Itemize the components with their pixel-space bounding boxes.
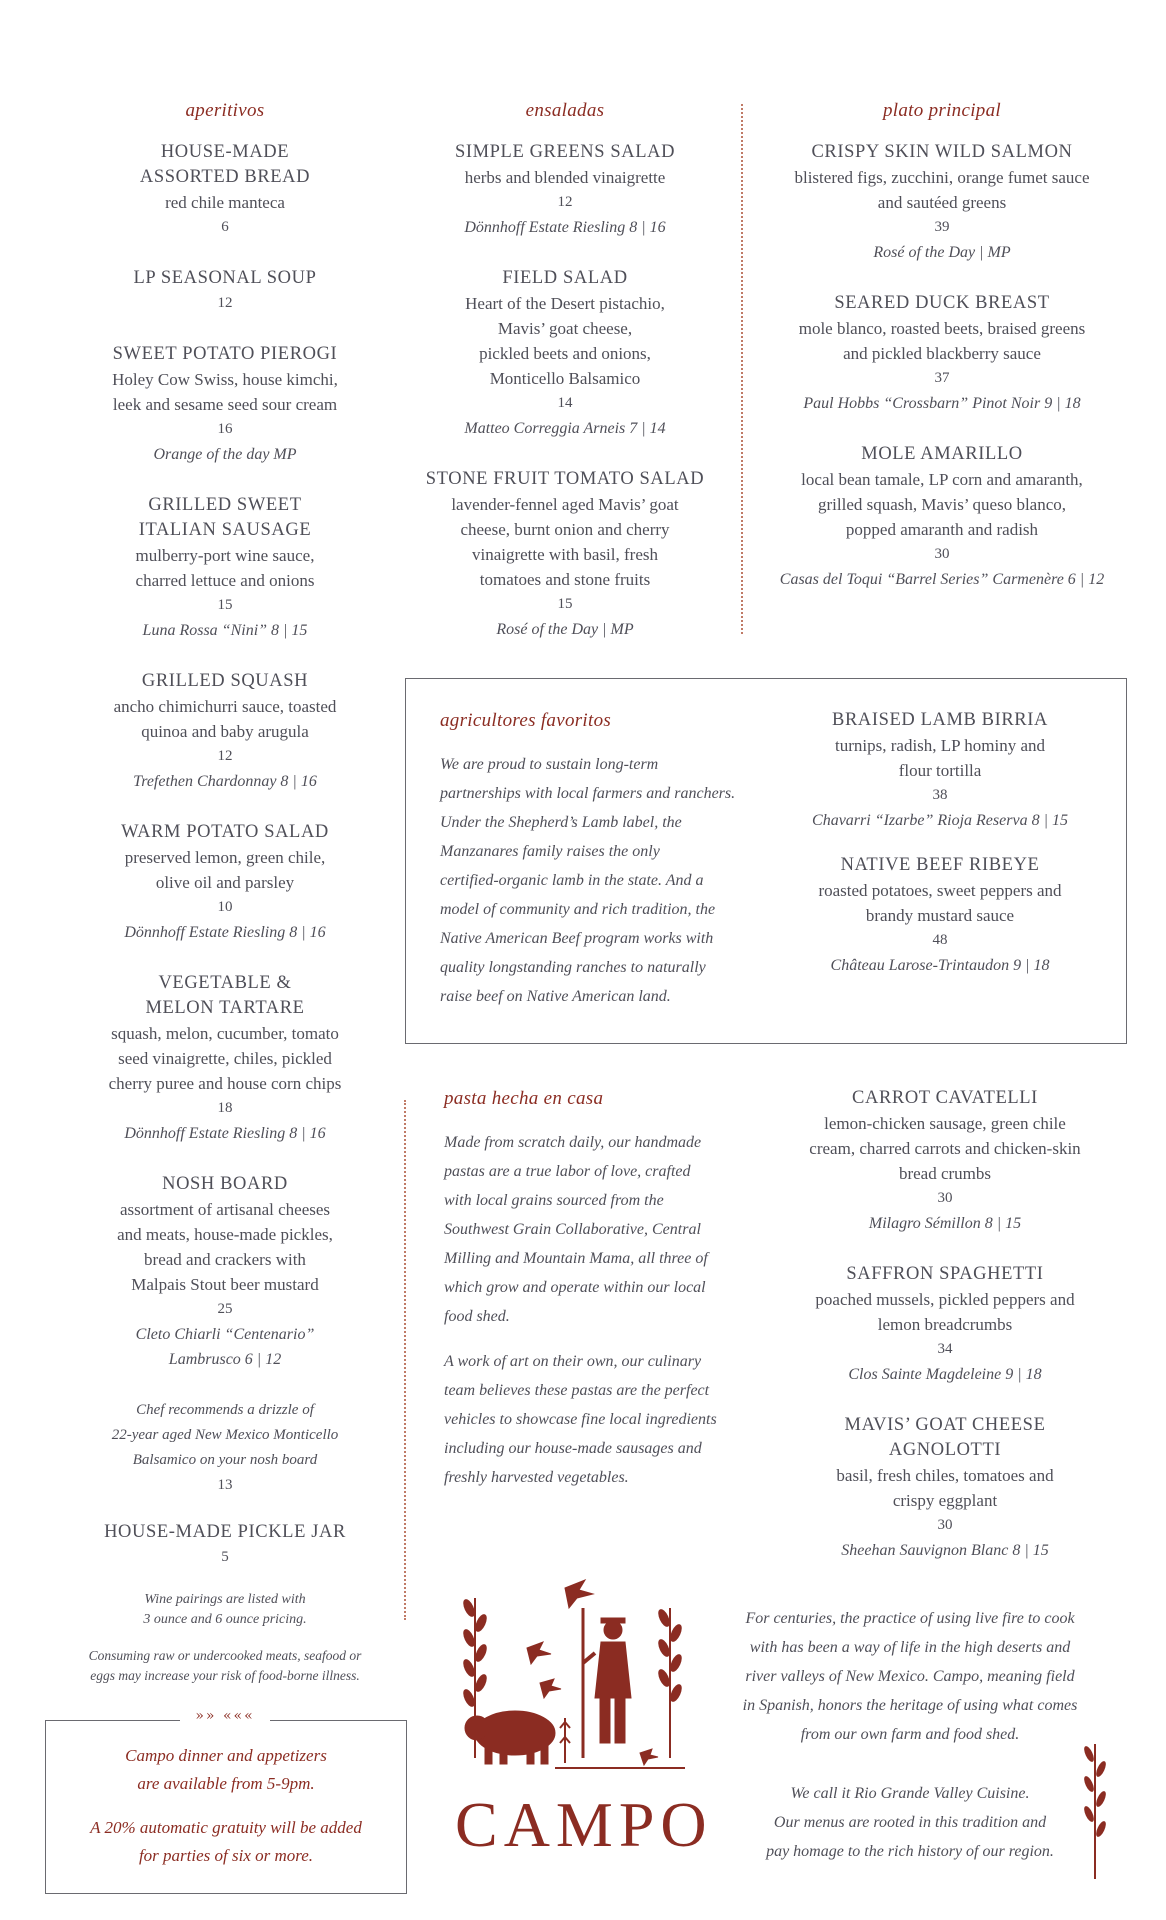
agricultores-text: We are proud to sustain long-term partnerships with local farmers and ranchers. Under the Shepherd’s Lamb label, the Manzanares family raises the only certified-organic lamb in the state. And a model of community and rich tradition, the Native American Beef program works with quality longstanding ranches to naturally raise beef on Native American land. bbox=[440, 756, 736, 1005]
wine-pairing: Rosé of the Day | MP bbox=[873, 244, 1011, 261]
dish-name: WARM POTATO SALAD bbox=[121, 822, 329, 842]
wine-note: Wine pairings are listed with 3 ounce and 6 ounce pricing. bbox=[143, 1592, 307, 1627]
dish-description: herbs and blended vinaigrette bbox=[464, 168, 666, 187]
section-title: pasta hecha en casa bbox=[444, 1088, 604, 1109]
plato-column bbox=[752, 100, 1132, 618]
dish-description: roasted potatoes, sweet peppers and brandy mustard sauce bbox=[818, 881, 1062, 925]
pickle-price: 5 bbox=[221, 1549, 229, 1565]
dish-name: GRILLED SWEET ITALIAN SAUSAGE bbox=[138, 495, 312, 540]
dish-name: NOSH BOARD bbox=[162, 1174, 288, 1194]
menu-item bbox=[60, 1172, 390, 1372]
menu-item bbox=[400, 266, 730, 441]
menu-item bbox=[752, 291, 1132, 416]
dish-description: preserved lemon, green chile, olive oil and parsley bbox=[124, 848, 326, 892]
dish-price: 39 bbox=[934, 219, 950, 235]
wine-pairing: Casas del Toqui “Barrel Series” Carmenère 6 | 12 bbox=[779, 571, 1105, 588]
pasta-intro bbox=[444, 1088, 774, 1492]
menu-item bbox=[400, 467, 730, 642]
dish-description: lemon-chicken sausage, green chile cream, charred carrots and chicken-skin bread crumbs bbox=[809, 1114, 1081, 1183]
menu-item bbox=[775, 1086, 1115, 1236]
menu-item bbox=[60, 669, 390, 794]
wine-pairing: Luna Rossa “Nini” 8 | 15 bbox=[142, 622, 308, 639]
pasta-text-1: Made from scratch daily, our handmade pastas are a true labor of love, crafted with local grains sourced from the Southwest Grain Collaborative, Central Milling and Mountain Mama, all three of which grow and operate within our local food shed. bbox=[444, 1134, 708, 1325]
dish-price: 25 bbox=[217, 1301, 233, 1317]
dish-description: assortment of artisanal cheeses and meats, house-made pickles, bread and crackers with Malpais Stout beer mustard bbox=[117, 1200, 333, 1294]
dish-price: 38 bbox=[932, 787, 948, 803]
dish-name: SEARED DUCK BREAST bbox=[834, 293, 1050, 313]
section-title: aperitivos bbox=[185, 100, 265, 121]
divider-right bbox=[741, 104, 743, 634]
pasta-list bbox=[775, 1086, 1115, 1563]
dish-name: STONE FRUIT TOMATO SALAD bbox=[425, 469, 705, 489]
dish-description: ancho chimichurri sauce, toasted quinoa and baby arugula bbox=[113, 697, 337, 741]
gratuity-line: A 20% automatic gratuity will be added for parties of six or more. bbox=[90, 1818, 362, 1865]
dish-price: 15 bbox=[217, 597, 233, 613]
campo-logo-text: CAMPO bbox=[455, 1789, 713, 1860]
menu-item bbox=[780, 708, 1100, 833]
wheat-sprig-icon bbox=[1075, 1734, 1115, 1884]
wine-pairing: Paul Hobbs “Crossbarn” Pinot Noir 9 | 18 bbox=[803, 395, 1081, 412]
menu-item bbox=[60, 266, 390, 316]
story-paragraph-2: We call it Rio Grande Valley Cuisine. Our menus are rooted in this tradition and pay homage to the rich history of our region. bbox=[766, 1785, 1054, 1860]
dish-price: 12 bbox=[217, 295, 233, 311]
wine-pairing: Milagro Sémillon 8 | 15 bbox=[868, 1215, 1022, 1232]
dish-description: poached mussels, pickled peppers and lemon breadcrumbs bbox=[815, 1290, 1075, 1334]
wine-pairing: Dönnhoff Estate Riesling 8 | 16 bbox=[124, 1125, 326, 1142]
ornament: »» ««« bbox=[180, 1708, 270, 1732]
dish-name: HOUSE-MADE ASSORTED BREAD bbox=[139, 142, 311, 187]
dish-name: GRILLED SQUASH bbox=[141, 671, 309, 691]
dish-name: MOLE AMARILLO bbox=[861, 444, 1023, 464]
plato-list bbox=[752, 140, 1132, 592]
wine-pairing: Trefethen Chardonnay 8 | 16 bbox=[133, 773, 317, 790]
divider-left bbox=[404, 1100, 406, 1620]
menu-item bbox=[60, 971, 390, 1146]
dish-price: 48 bbox=[932, 932, 948, 948]
pickle-name: HOUSE-MADE PICKLE JAR bbox=[104, 1522, 346, 1542]
dish-price: 12 bbox=[557, 194, 573, 210]
story-paragraph-1: For centuries, the practice of using live fire to cook with has been a way of life in the high deserts and river valleys of New Mexico. Campo, meaning field in Spanish, honors the heritage of using what comes from our own farm and food shed. bbox=[742, 1610, 1078, 1743]
dish-price: 30 bbox=[934, 546, 950, 562]
pasta-text-2: A work of art on their own, our culinary team believes these pastas are the perfect vehicles to showcase fine local ingredients including our house-made sausages and freshly harvested vegetables. bbox=[444, 1353, 717, 1486]
menu-item bbox=[752, 140, 1132, 265]
menu-item bbox=[60, 140, 390, 240]
dish-description: local bean tamale, LP corn and amaranth, grilled squash, Mavis’ queso blanco, popped amaranth and radish bbox=[801, 470, 1083, 539]
section-title: agricultores favoritos bbox=[440, 710, 612, 731]
chef-note: Chef recommends a drizzle of 22-year aged New Mexico Monticello Balsamico on your nosh board bbox=[111, 1402, 339, 1468]
chef-note-price: 13 bbox=[217, 1477, 233, 1493]
menu-item bbox=[60, 820, 390, 945]
story bbox=[715, 1604, 1105, 1866]
raw-food-note: Consuming raw or undercooked meats, seafood or eggs may increase your risk of food-borne illness. bbox=[88, 1648, 362, 1683]
aperitivos-list bbox=[60, 140, 390, 1372]
dish-price: 14 bbox=[557, 395, 573, 411]
dish-price: 30 bbox=[937, 1517, 953, 1533]
wine-pairing: Dönnhoff Estate Riesling 8 | 16 bbox=[464, 219, 666, 236]
aperitivos-column bbox=[60, 100, 390, 1642]
dish-name: CRISPY SKIN WILD SALMON bbox=[811, 142, 1073, 162]
dish-description: red chile manteca bbox=[165, 193, 285, 212]
dish-description: mole blanco, roasted beets, braised greens and pickled blackberry sauce bbox=[798, 319, 1086, 363]
ensaladas-column bbox=[400, 100, 730, 668]
wine-pairing: Matteo Correggia Arneis 7 | 14 bbox=[464, 420, 666, 437]
wine-pairing: Chavarri “Izarbe” Rioja Reserva 8 | 15 bbox=[812, 812, 1068, 829]
dish-description: Heart of the Desert pistachio, Mavis’ goat cheese, pickled beets and onions, Monticello Balsamico bbox=[465, 294, 665, 388]
dish-description: Holey Cow Swiss, house kimchi, leek and sesame seed sour cream bbox=[112, 370, 338, 414]
wine-pairing: Château Larose-Trintaudon 9 | 18 bbox=[830, 957, 1050, 974]
menu-item bbox=[775, 1262, 1115, 1387]
dish-description: turnips, radish, LP hominy and flour tortilla bbox=[835, 736, 1045, 780]
menu-item bbox=[775, 1413, 1115, 1563]
dish-price: 37 bbox=[934, 370, 950, 386]
dish-description: blistered figs, zucchini, orange fumet sauce and sautéed greens bbox=[794, 168, 1090, 212]
dish-price: 6 bbox=[221, 219, 229, 235]
ensaladas-list bbox=[400, 140, 730, 642]
dish-name: MAVIS’ GOAT CHEESE AGNOLOTTI bbox=[844, 1415, 1046, 1460]
agricultores-dishes bbox=[780, 708, 1100, 998]
dish-name: SIMPLE GREENS SALAD bbox=[454, 142, 676, 162]
section-title: ensaladas bbox=[525, 100, 605, 121]
menu-item bbox=[400, 140, 730, 240]
dish-price: 30 bbox=[937, 1190, 953, 1206]
hours-line: Campo dinner and appetizers are available from 5-9pm. bbox=[125, 1746, 327, 1793]
dish-price: 15 bbox=[557, 596, 573, 612]
dish-name: NATIVE BEEF RIBEYE bbox=[840, 855, 1040, 875]
dish-name: SAFFRON SPAGHETTI bbox=[846, 1264, 1044, 1284]
dish-price: 16 bbox=[217, 421, 233, 437]
menu-item bbox=[752, 442, 1132, 592]
dish-price: 10 bbox=[217, 899, 233, 915]
dish-description: lavender-fennel aged Mavis’ goat cheese, burnt onion and cherry vinaigrette with basil, fresh tomatoes and stone fruits bbox=[451, 495, 679, 589]
dish-name: VEGETABLE & MELON TARTARE bbox=[145, 973, 305, 1018]
menu-item bbox=[60, 493, 390, 643]
dish-price: 18 bbox=[217, 1100, 233, 1116]
dish-name: CARROT CAVATELLI bbox=[852, 1088, 1038, 1108]
dish-name: SWEET POTATO PIEROGI bbox=[112, 344, 338, 364]
dish-name: LP SEASONAL SOUP bbox=[133, 268, 317, 288]
pasta-dishes bbox=[775, 1086, 1115, 1589]
dish-name: BRAISED LAMB BIRRIA bbox=[832, 710, 1048, 730]
wine-pairing: Cleto Chiarli “Centenario” Lambrusco 6 | 12 bbox=[135, 1326, 315, 1368]
section-title: plato principal bbox=[883, 100, 1001, 121]
menu-item bbox=[780, 853, 1100, 978]
agricultores-list bbox=[780, 708, 1100, 978]
hours-text bbox=[45, 1742, 407, 1870]
dish-description: basil, fresh chiles, tomatoes and crispy eggplant bbox=[836, 1466, 1054, 1510]
wine-pairing: Sheehan Sauvignon Blanc 8 | 15 bbox=[841, 1542, 1049, 1559]
wine-pairing: Dönnhoff Estate Riesling 8 | 16 bbox=[124, 924, 326, 941]
wine-pairing: Clos Sainte Magdeleine 9 | 18 bbox=[848, 1366, 1042, 1383]
dish-description: squash, melon, cucumber, tomato seed vinaigrette, chiles, pickled cherry puree and house corn chips bbox=[108, 1024, 342, 1093]
wine-pairing: Rosé of the Day | MP bbox=[496, 621, 634, 638]
dish-price: 34 bbox=[937, 1341, 953, 1357]
wine-pairing: Orange of the day MP bbox=[153, 446, 297, 463]
agricultores-intro bbox=[440, 710, 770, 1011]
menu-item bbox=[60, 342, 390, 467]
dish-price: 12 bbox=[217, 748, 233, 764]
dish-description: mulberry-port wine sauce, charred lettuce and onions bbox=[135, 546, 315, 590]
dish-name: FIELD SALAD bbox=[502, 268, 628, 288]
